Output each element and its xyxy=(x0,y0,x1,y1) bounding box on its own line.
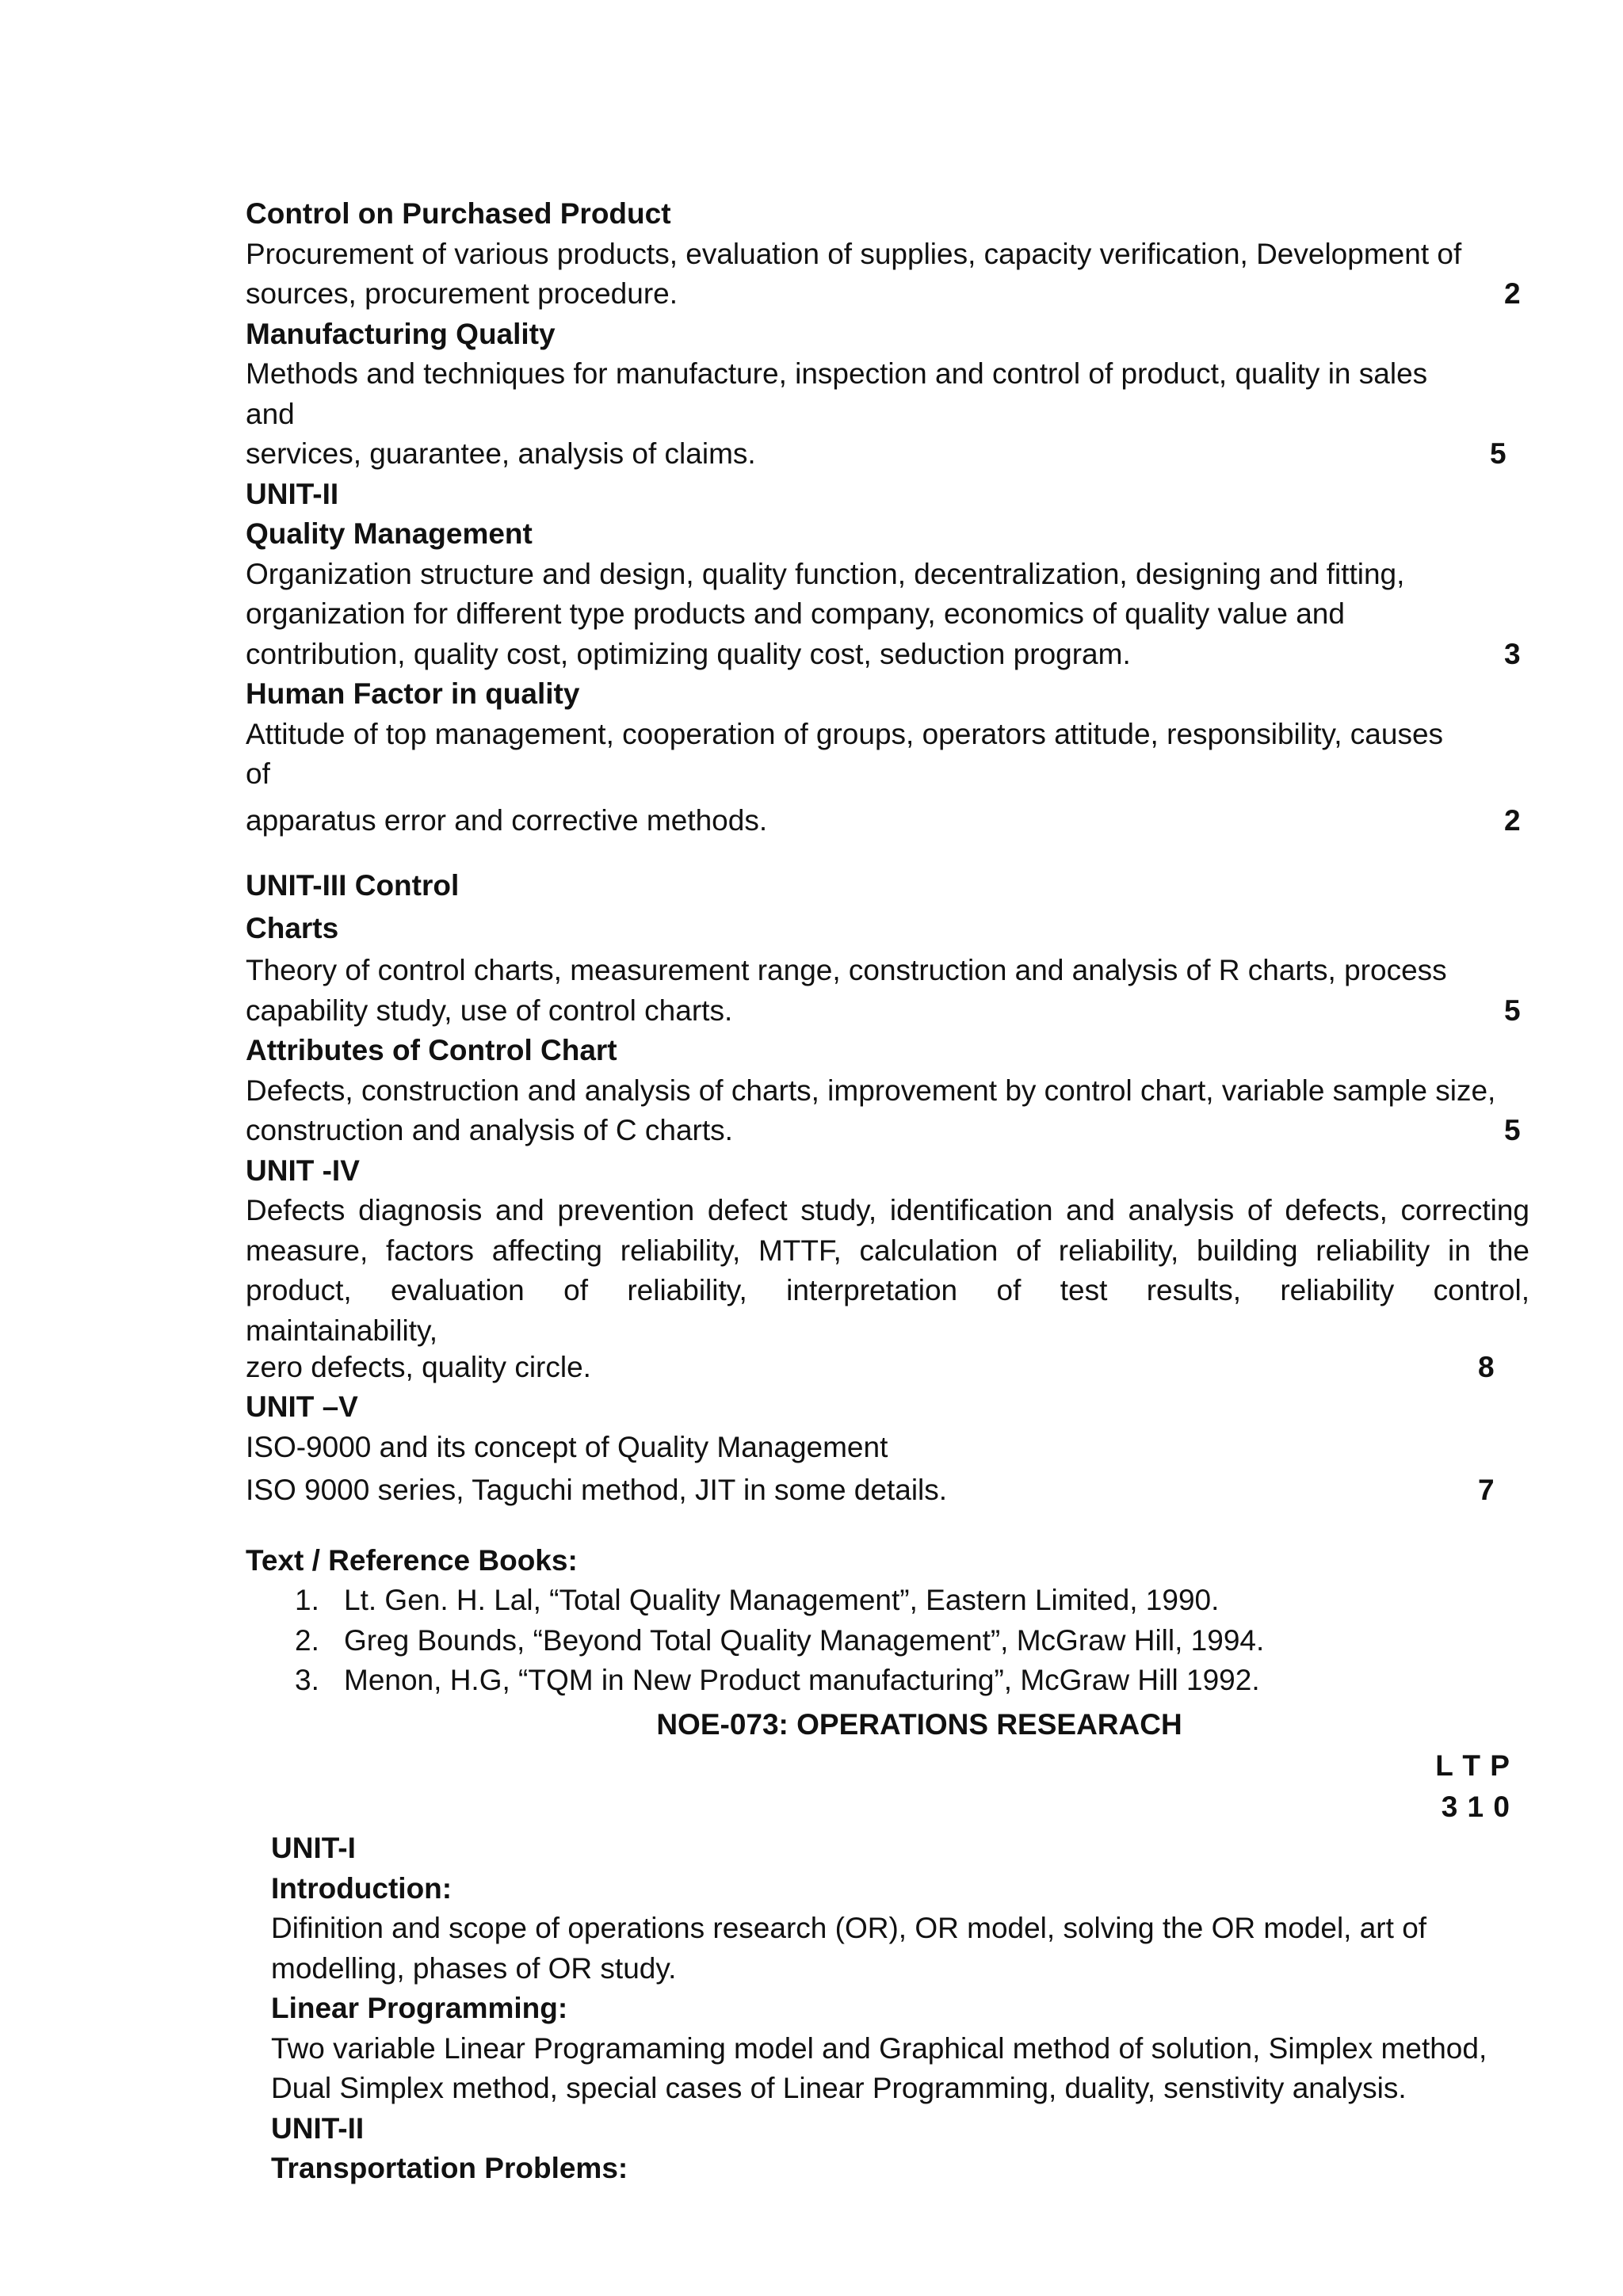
paragraph-line xyxy=(246,1348,1529,1388)
list-item: 1. Lt. Gen. H. Lal, “Total Quality Management”, Eastern Limited, 1990. xyxy=(295,1584,1220,1616)
heading-control-purchased: Control on Purchased Product xyxy=(246,197,671,230)
paragraph-text: zero defects, quality circle. xyxy=(246,1350,591,1383)
paragraph-line: Procurement of various products, evaluation of supplies, capacity verification, Development of xyxy=(246,237,1462,270)
paragraph-line xyxy=(246,801,1529,841)
paragraph-line: Theory of control charts, measurement range, construction and analysis of R charts, process xyxy=(246,954,1447,986)
paragraph-line: Attitude of top management, cooperation of groups, operators attitude, responsibility, causes xyxy=(246,717,1444,750)
paragraph-text: contribution, quality cost, optimizing quality cost, seduction program. xyxy=(246,637,1131,670)
paragraph-line: Methods and techniques for manufacture, inspection and control of product, quality in sales xyxy=(246,357,1428,390)
paragraph-line: Organization structure and design, quality function, decentralization, designing and fitting, xyxy=(246,557,1405,590)
ltp-block xyxy=(246,1746,1529,1829)
paragraph-line: modelling, phases of OR study. xyxy=(271,1951,677,1985)
paragraph-line: Two variable Linear Programaming model and Graphical method of solution, Simplex method, xyxy=(271,2031,1487,2065)
heading-transportation-problems: Transportation Problems: xyxy=(271,2152,628,2184)
hours-mark: 8 xyxy=(1478,1350,1495,1383)
heading-introduction: Introduction: xyxy=(271,1871,453,1905)
hours-mark: 3 xyxy=(1504,637,1521,670)
heading-manufacturing-quality: Manufacturing Quality xyxy=(246,317,556,350)
paragraph-line: product, evaluation of reliability, interpretation of test results, reliability control, xyxy=(246,1274,1529,1306)
heading-reference-books: Text / Reference Books: xyxy=(246,1543,578,1577)
reference-list xyxy=(246,1581,1529,1701)
paragraph-text: services, guarantee, analysis of claims. xyxy=(246,437,756,470)
heading-attributes-control-chart: Attributes of Control Chart xyxy=(246,1034,617,1066)
or-content xyxy=(246,1829,1529,2189)
paragraph-text: construction and analysis of C charts. xyxy=(246,1114,733,1146)
paragraph-line xyxy=(246,1470,1529,1511)
paragraph-line: organization for different type products and company, economics of quality value and xyxy=(246,597,1345,630)
unit-heading: UNIT -IV xyxy=(246,1154,360,1187)
heading-human-factor: Human Factor in quality xyxy=(246,677,580,710)
paragraph-text: sources, procurement procedure. xyxy=(246,277,678,310)
hours-mark: 2 xyxy=(1504,803,1521,837)
heading-quality-management: Quality Management xyxy=(246,517,533,550)
heading-charts: Charts xyxy=(246,911,339,944)
paragraph-line: and xyxy=(246,397,295,430)
unit-heading: UNIT-II xyxy=(246,477,339,510)
ltp-labels: L T P xyxy=(1435,1749,1510,1782)
paragraph-line: ISO-9000 and its concept of Quality Management xyxy=(246,1430,888,1463)
paragraph-line: measure, factors affecting reliability, MTTF, calculation of reliability, building reliability in the xyxy=(246,1234,1529,1267)
list-item: 2. Greg Bounds, “Beyond Total Quality Management”, McGraw Hill, 1994. xyxy=(295,1623,1265,1657)
unit-heading: UNIT-II xyxy=(271,2111,365,2145)
unit-heading: UNIT-I xyxy=(271,1832,356,1864)
paragraph-text: ISO 9000 series, Taguchi method, JIT in some details. xyxy=(246,1474,948,1506)
list-item: 3. Menon, H.G, “TQM in New Product manufacturing”, McGraw Hill 1992. xyxy=(295,1664,1260,1696)
hours-mark: 5 xyxy=(1504,1114,1521,1146)
paragraph-line xyxy=(246,1111,1529,1151)
ltp-values: 3 1 0 xyxy=(1441,1791,1510,1823)
hours-mark: 5 xyxy=(1504,994,1521,1027)
paragraph-line: Difinition and scope of operations research (OR), OR model, solving the OR model, art of xyxy=(271,1912,1427,1944)
paragraph-line xyxy=(246,434,1529,475)
hours-mark: 2 xyxy=(1504,277,1521,310)
hours-mark: 7 xyxy=(1478,1474,1495,1506)
paragraph-line: Defects diagnosis and prevention defect study, identification and analysis of defects, correcting xyxy=(246,1194,1529,1226)
unit-heading: UNIT-III Control xyxy=(246,869,460,902)
syllabus-section-quality xyxy=(246,194,1529,1701)
paragraph-line: Dual Simplex method, special cases of Linear Programming, duality, senstivity analysis. xyxy=(271,2072,1407,2104)
hours-mark: 5 xyxy=(1490,437,1507,470)
paragraph-text: apparatus error and corrective methods. xyxy=(246,803,768,837)
syllabus-section-operations-research xyxy=(246,1703,1529,2189)
paragraph-line: Defects, construction and analysis of charts, improvement by control chart, variable sample size, xyxy=(246,1074,1496,1107)
course-title: NOE-073: OPERATIONS RESEARACH xyxy=(656,1708,1182,1741)
paragraph-line xyxy=(246,991,1529,1032)
paragraph-line xyxy=(246,635,1529,675)
paragraph-line: maintainability, xyxy=(246,1314,437,1347)
paragraph-line xyxy=(246,274,1529,315)
paragraph-line: of xyxy=(246,757,270,790)
heading-linear-programming: Linear Programming: xyxy=(271,1992,568,2024)
unit-heading: UNIT –V xyxy=(246,1390,358,1423)
paragraph-text: capability study, use of control charts. xyxy=(246,994,733,1027)
